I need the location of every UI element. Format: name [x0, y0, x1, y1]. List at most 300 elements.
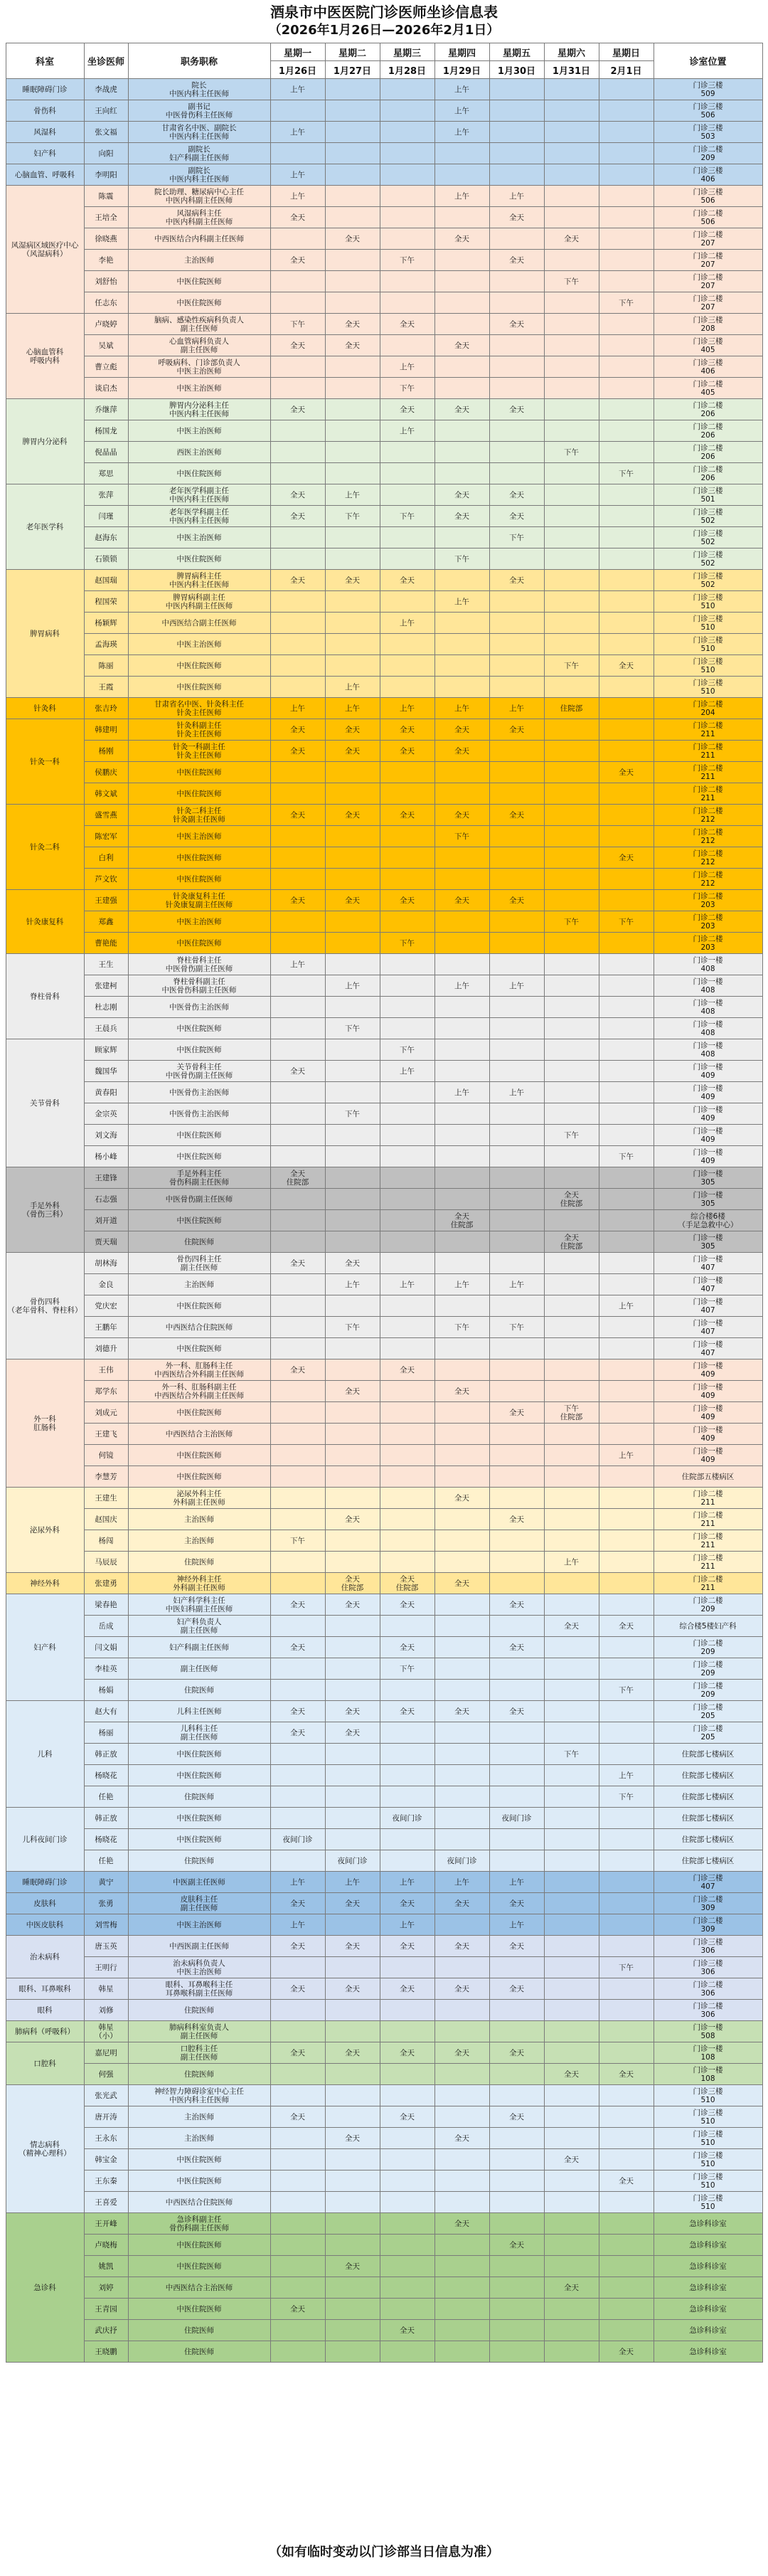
- schedule-cell: [434, 1509, 489, 1530]
- schedule-cell: 全天: [270, 1701, 325, 1722]
- title-cell: 住院医师: [128, 2064, 270, 2085]
- doctor-name-cell: 程国荣: [84, 591, 128, 613]
- location-cell: 门诊一楼 409: [654, 1359, 762, 1381]
- schedule-cell: [544, 2170, 599, 2192]
- table-row: [6, 292, 762, 314]
- table-row: [6, 2128, 762, 2149]
- schedule-cell: 全天: [325, 890, 380, 911]
- schedule-cell: 全天: [325, 1509, 380, 1530]
- schedule-cell: [325, 1359, 380, 1381]
- schedule-cell: [380, 847, 434, 869]
- schedule-cell: 全天: [380, 2320, 434, 2341]
- schedule-cell: [544, 1338, 599, 1359]
- schedule-cell: [380, 1317, 434, 1338]
- table-row: [6, 2042, 762, 2064]
- schedule-cell: 全天: [434, 1381, 489, 1402]
- schedule-cell: 全天: [489, 890, 544, 911]
- doctor-name-cell: 陈震: [84, 186, 128, 207]
- table-row: [6, 1786, 762, 1808]
- schedule-cell: 全天: [270, 484, 325, 506]
- table-row: [6, 2256, 762, 2277]
- header-doctor: 坐诊医师: [84, 43, 128, 79]
- location-cell: 门诊一楼 305: [654, 1189, 762, 1210]
- schedule-cell: [599, 890, 654, 911]
- schedule-cell: [489, 100, 544, 122]
- schedule-cell: [544, 463, 599, 484]
- location-cell: 门诊三楼 509: [654, 79, 762, 100]
- schedule-cell: 上午: [434, 79, 489, 100]
- doctor-name-cell: 王晨兵: [84, 1018, 128, 1039]
- table-row: [6, 2000, 762, 2021]
- schedule-cell: [489, 2256, 544, 2277]
- title-cell: 中西医副主任医师: [128, 1936, 270, 1957]
- schedule-cell: [544, 1530, 599, 1552]
- location-cell: 门诊一楼 407: [654, 1274, 762, 1295]
- schedule-cell: [599, 1274, 654, 1295]
- schedule-cell: [544, 1637, 599, 1658]
- table-row: [6, 2021, 762, 2042]
- schedule-cell: [544, 1317, 599, 1338]
- schedule-cell: [489, 79, 544, 100]
- title-cell: 中医住院医师: [128, 1829, 270, 1850]
- schedule-cell: [489, 1061, 544, 1082]
- schedule-cell: [325, 356, 380, 378]
- schedule-cell: [544, 1893, 599, 1914]
- schedule-cell: [544, 1509, 599, 1530]
- schedule-cell: [599, 164, 654, 186]
- doctor-name-cell: 李桂英: [84, 1658, 128, 1680]
- schedule-cell: [489, 1189, 544, 1210]
- schedule-cell: [434, 1829, 489, 1850]
- title-cell: 主治医师: [128, 250, 270, 271]
- schedule-cell: [489, 847, 544, 869]
- schedule-cell: [544, 1978, 599, 2000]
- title-cell: 中医住院医师: [128, 655, 270, 677]
- schedule-cell: [544, 1594, 599, 1616]
- table-row: [6, 1466, 762, 1488]
- schedule-cell: [325, 271, 380, 292]
- schedule-cell: 全天: [270, 1978, 325, 2000]
- doctor-name-cell: 张文福: [84, 122, 128, 143]
- location-cell: 门诊二楼 212: [654, 826, 762, 847]
- schedule-cell: [599, 1872, 654, 1893]
- table-row: [6, 2149, 762, 2170]
- schedule-cell: [599, 1039, 654, 1061]
- schedule-cell: [270, 975, 325, 997]
- schedule-cell: [434, 570, 489, 591]
- location-cell: 急诊科诊室: [654, 2277, 762, 2299]
- title-cell: 中医住院医师: [128, 1466, 270, 1488]
- schedule-cell: [325, 100, 380, 122]
- schedule-cell: 全天: [270, 890, 325, 911]
- location-cell: 门诊一楼 408: [654, 954, 762, 975]
- table-body: [6, 79, 762, 2363]
- location-cell: 门诊一楼 407: [654, 1317, 762, 1338]
- table-row: [6, 420, 762, 442]
- location-cell: 门诊二楼 205: [654, 1722, 762, 1744]
- schedule-cell: 全天: [489, 805, 544, 826]
- schedule-cell: [434, 420, 489, 442]
- title-cell: 妇产科负责人 副主任医师: [128, 1616, 270, 1637]
- table-row: [6, 143, 762, 164]
- schedule-cell: [270, 783, 325, 805]
- location-cell: 急诊科诊室: [654, 2213, 762, 2235]
- schedule-cell: [544, 1210, 599, 1231]
- table-row: [6, 911, 762, 933]
- schedule-cell: [434, 613, 489, 634]
- schedule-cell: [544, 527, 599, 548]
- doctor-name-cell: 杨刚: [84, 741, 128, 762]
- schedule-cell: [380, 1424, 434, 1445]
- title-cell: 妇产科副主任医师: [128, 1637, 270, 1658]
- title-cell: 甘肃省名中医、针灸科主任 针灸主任医师: [128, 698, 270, 719]
- dept-name-cell: 睡眠障碍门诊: [6, 1872, 84, 1893]
- schedule-cell: [544, 122, 599, 143]
- location-cell: 门诊三楼 502: [654, 506, 762, 527]
- schedule-cell: [599, 2235, 654, 2256]
- schedule-cell: [270, 2320, 325, 2341]
- schedule-cell: [380, 548, 434, 570]
- schedule-cell: 上午: [380, 1274, 434, 1295]
- doctor-name-cell: 王伟: [84, 1359, 128, 1381]
- schedule-cell: [380, 1018, 434, 1039]
- title-cell: 针灸科副主任 针灸主任医师: [128, 719, 270, 741]
- table-row: [6, 1424, 762, 1445]
- schedule-cell: [599, 2277, 654, 2299]
- schedule-cell: [325, 442, 380, 463]
- schedule-cell: [599, 591, 654, 613]
- location-cell: 门诊二楼 207: [654, 271, 762, 292]
- schedule-cell: 全天: [489, 719, 544, 741]
- schedule-cell: [544, 1381, 599, 1402]
- schedule-cell: 全天: [270, 1893, 325, 1914]
- schedule-cell: [489, 591, 544, 613]
- schedule-cell: 全天: [489, 1594, 544, 1616]
- schedule-cell: [599, 1424, 654, 1445]
- schedule-cell: [434, 1808, 489, 1829]
- title-cell: 急诊科副主任 骨伤科副主任医师: [128, 2213, 270, 2235]
- title-cell: 住院医师: [128, 1850, 270, 1872]
- location-cell: 门诊三楼 510: [654, 613, 762, 634]
- title-cell: 儿科主任医师: [128, 1701, 270, 1722]
- schedule-cell: [325, 1039, 380, 1061]
- table-row: [6, 591, 762, 613]
- schedule-cell: [489, 1338, 544, 1359]
- schedule-cell: 上午: [434, 122, 489, 143]
- schedule-cell: [489, 954, 544, 975]
- schedule-cell: [380, 100, 434, 122]
- schedule-cell: [380, 2299, 434, 2320]
- title-cell: 中医住院医师: [128, 783, 270, 805]
- schedule-cell: 上午: [544, 1552, 599, 1573]
- schedule-cell: [544, 2042, 599, 2064]
- title-cell: 主治医师: [128, 2128, 270, 2149]
- doctor-name-cell: 刘舒怡: [84, 271, 128, 292]
- table-row: [6, 783, 762, 805]
- schedule-cell: [270, 1680, 325, 1701]
- schedule-cell: [380, 2085, 434, 2106]
- schedule-cell: 全天: [434, 741, 489, 762]
- schedule-cell: [599, 954, 654, 975]
- schedule-cell: 全天: [270, 250, 325, 271]
- schedule-cell: 上午: [489, 186, 544, 207]
- schedule-cell: 全天: [489, 250, 544, 271]
- title-cell: 外一科、肛肠科副主任 中西医结合外科副主任医师: [128, 1381, 270, 1402]
- schedule-cell: 上午: [325, 1872, 380, 1893]
- location-cell: 住院部七楼病区: [654, 1765, 762, 1786]
- location-cell: 门诊三楼 306: [654, 1936, 762, 1957]
- dept-name-cell: 口腔科: [6, 2042, 84, 2085]
- table-row: [6, 1594, 762, 1616]
- schedule-cell: [380, 2235, 434, 2256]
- doctor-name-cell: 金良: [84, 1274, 128, 1295]
- schedule-cell: [380, 271, 434, 292]
- location-cell: 门诊二楼 211: [654, 741, 762, 762]
- schedule-cell: [544, 847, 599, 869]
- schedule-cell: [434, 655, 489, 677]
- schedule-cell: [489, 1381, 544, 1402]
- schedule-cell: 全天: [325, 314, 380, 335]
- schedule-cell: 全天: [489, 399, 544, 420]
- location-cell: 门诊二楼 211: [654, 1509, 762, 1530]
- schedule-cell: [380, 79, 434, 100]
- schedule-cell: 夜间门诊: [270, 1829, 325, 1850]
- schedule-cell: [599, 1167, 654, 1189]
- location-cell: 门诊三楼 503: [654, 122, 762, 143]
- doctor-name-cell: 王青园: [84, 2299, 128, 2320]
- table-row: [6, 484, 762, 506]
- schedule-cell: [599, 506, 654, 527]
- schedule-cell: [599, 442, 654, 463]
- schedule-cell: [434, 143, 489, 164]
- schedule-cell: [599, 1573, 654, 1594]
- schedule-cell: [270, 1231, 325, 1253]
- schedule-cell: [380, 1829, 434, 1850]
- schedule-cell: [434, 356, 489, 378]
- schedule-cell: [380, 2128, 434, 2149]
- schedule-cell: 上午: [489, 698, 544, 719]
- table-row: [6, 1850, 762, 1872]
- schedule-cell: [434, 762, 489, 783]
- title-cell: 风湿病科主任 中医内科副主任医师: [128, 207, 270, 228]
- doctor-name-cell: 杜志刚: [84, 997, 128, 1018]
- schedule-cell: [544, 2128, 599, 2149]
- schedule-cell: [270, 2000, 325, 2021]
- schedule-cell: [270, 1402, 325, 1424]
- location-cell: 住院部七楼病区: [654, 1808, 762, 1829]
- schedule-cell: [270, 1808, 325, 1829]
- location-cell: 急诊科诊室: [654, 2299, 762, 2320]
- schedule-cell: [270, 1850, 325, 1872]
- schedule-cell: [325, 634, 380, 655]
- title-cell: 脾胃病科副主任 中医内科副主任医师: [128, 591, 270, 613]
- schedule-cell: [599, 2000, 654, 2021]
- schedule-cell: [544, 506, 599, 527]
- schedule-cell: [270, 1125, 325, 1146]
- location-cell: 门诊一楼 407: [654, 1253, 762, 1274]
- doctor-name-cell: 何镜: [84, 1445, 128, 1466]
- location-cell: 急诊科诊室: [654, 2341, 762, 2363]
- schedule-cell: [434, 1914, 489, 1936]
- table-row: [6, 2064, 762, 2085]
- schedule-cell: 全天: [434, 890, 489, 911]
- title-cell: 副院长 妇产科副主任医师: [128, 143, 270, 164]
- schedule-cell: [489, 1850, 544, 1872]
- schedule-cell: [270, 1317, 325, 1338]
- schedule-cell: 上午: [434, 975, 489, 997]
- table-row: [6, 1722, 762, 1744]
- schedule-cell: [434, 1594, 489, 1616]
- schedule-cell: 全天: [380, 1359, 434, 1381]
- schedule-cell: 下午: [544, 911, 599, 933]
- location-cell: 门诊二楼 306: [654, 2000, 762, 2021]
- schedule-cell: [325, 2277, 380, 2299]
- schedule-cell: [599, 2042, 654, 2064]
- title-cell: 老年医学科副主任 中医内科主任医师: [128, 484, 270, 506]
- location-cell: 住院部五楼病区: [654, 1466, 762, 1488]
- schedule-cell: [270, 100, 325, 122]
- schedule-cell: [434, 1189, 489, 1210]
- table-row: [6, 634, 762, 655]
- title-cell: 中西医结合主治医师: [128, 1424, 270, 1445]
- title-cell: 针灸二科主任 针灸副主任医师: [128, 805, 270, 826]
- schedule-cell: 下午 住院部: [544, 1402, 599, 1424]
- schedule-cell: 全天: [489, 1893, 544, 1914]
- schedule-cell: [434, 2021, 489, 2042]
- location-cell: 门诊三楼 510: [654, 634, 762, 655]
- schedule-cell: 全天: [270, 207, 325, 228]
- schedule-cell: [599, 570, 654, 591]
- dept-name-cell: 风湿病区域医疗中心 （风湿病科）: [6, 186, 84, 314]
- schedule-cell: [380, 1253, 434, 1274]
- table-row: [6, 2299, 762, 2320]
- schedule-cell: [270, 1658, 325, 1680]
- location-cell: 门诊二楼 211: [654, 719, 762, 741]
- schedule-cell: [325, 399, 380, 420]
- schedule-cell: [489, 228, 544, 250]
- schedule-cell: 下午: [599, 292, 654, 314]
- title-cell: 脊柱骨科主任 中医骨伤副主任医师: [128, 954, 270, 975]
- schedule-cell: [489, 1680, 544, 1701]
- schedule-cell: [544, 484, 599, 506]
- schedule-cell: [544, 2192, 599, 2213]
- schedule-cell: [544, 314, 599, 335]
- schedule-cell: [489, 2170, 544, 2192]
- doctor-name-cell: 闫文娟: [84, 1637, 128, 1658]
- schedule-cell: [434, 1231, 489, 1253]
- schedule-cell: [380, 1680, 434, 1701]
- schedule-cell: [380, 1552, 434, 1573]
- title-cell: 中医骨伤主治医师: [128, 997, 270, 1018]
- schedule-cell: [599, 271, 654, 292]
- dept-name-cell: 中医皮肤科: [6, 1914, 84, 1936]
- table-row: [6, 2341, 762, 2363]
- table-row: [6, 1210, 762, 1231]
- schedule-cell: [544, 79, 599, 100]
- schedule-cell: 全天: [599, 847, 654, 869]
- schedule-cell: [325, 847, 380, 869]
- schedule-cell: 全天: [270, 1722, 325, 1744]
- header-location: 诊室位置: [654, 43, 762, 79]
- title-cell: 中西医结合内科副主任医师: [128, 228, 270, 250]
- dept-name-cell: 骨伤四科 （老年骨科、脊柱科）: [6, 1253, 84, 1359]
- schedule-cell: [489, 2021, 544, 2042]
- title-cell: 中医住院医师: [128, 1018, 270, 1039]
- schedule-cell: 全天: [599, 655, 654, 677]
- title-cell: 口腔科主任 副主任医师: [128, 2042, 270, 2064]
- schedule-cell: [599, 2085, 654, 2106]
- schedule-cell: [270, 1189, 325, 1210]
- schedule-cell: [544, 1253, 599, 1274]
- dept-name-cell: 睡眠障碍门诊: [6, 79, 84, 100]
- table-row: [6, 1530, 762, 1552]
- title-cell: 中医住院医师: [128, 1765, 270, 1786]
- schedule-cell: [325, 613, 380, 634]
- header-weekday: 星期三: [380, 43, 434, 61]
- schedule-cell: [489, 420, 544, 442]
- schedule-cell: [544, 634, 599, 655]
- table-row: [6, 1808, 762, 1829]
- schedule-cell: [544, 1701, 599, 1722]
- schedule-cell: [270, 420, 325, 442]
- schedule-cell: 全天: [489, 2235, 544, 2256]
- title-cell: 住院医师: [128, 2000, 270, 2021]
- doctor-name-cell: 徐晓燕: [84, 228, 128, 250]
- schedule-cell: [380, 783, 434, 805]
- header-weekday: 星期四: [434, 43, 489, 61]
- location-cell: 门诊一楼 408: [654, 997, 762, 1018]
- schedule-cell: [599, 1978, 654, 2000]
- doctor-name-cell: 韩文斌: [84, 783, 128, 805]
- page-title: 酒泉市中医医院门诊医师坐诊信息表: [270, 4, 498, 21]
- location-cell: 门诊二楼 212: [654, 847, 762, 869]
- schedule-cell: 全天: [434, 506, 489, 527]
- schedule-cell: [434, 250, 489, 271]
- schedule-cell: [380, 1338, 434, 1359]
- location-cell: 门诊二楼 203: [654, 933, 762, 954]
- doctor-name-cell: 刘婷: [84, 2277, 128, 2299]
- schedule-cell: [489, 1231, 544, 1253]
- doctor-name-cell: 杨晓花: [84, 1829, 128, 1850]
- table-row: [6, 655, 762, 677]
- doctor-name-cell: 杨闯: [84, 1530, 128, 1552]
- table-row: [6, 527, 762, 548]
- schedule-cell: [544, 1488, 599, 1509]
- title-cell: 中医住院医师: [128, 847, 270, 869]
- schedule-cell: [380, 1786, 434, 1808]
- schedule-cell: [270, 527, 325, 548]
- schedule-cell: [270, 1744, 325, 1765]
- dept-name-cell: 眼科: [6, 2000, 84, 2021]
- schedule-cell: [270, 762, 325, 783]
- table-row: [6, 1509, 762, 1530]
- page: [0, 3, 768, 2576]
- title-cell: 中医住院医师: [128, 1402, 270, 1424]
- schedule-cell: [544, 1936, 599, 1957]
- doctor-name-cell: 王建强: [84, 890, 128, 911]
- schedule-cell: [599, 1637, 654, 1658]
- schedule-cell: 下午: [544, 1744, 599, 1765]
- schedule-cell: [489, 1616, 544, 1637]
- table-row: [6, 250, 762, 271]
- title-cell: 中医骨伤主治医师: [128, 1082, 270, 1103]
- schedule-cell: [489, 1829, 544, 1850]
- schedule-cell: [489, 634, 544, 655]
- location-cell: 门诊三楼 406: [654, 164, 762, 186]
- schedule-cell: [325, 548, 380, 570]
- schedule-cell: [544, 356, 599, 378]
- schedule-cell: 全天: [325, 1893, 380, 1914]
